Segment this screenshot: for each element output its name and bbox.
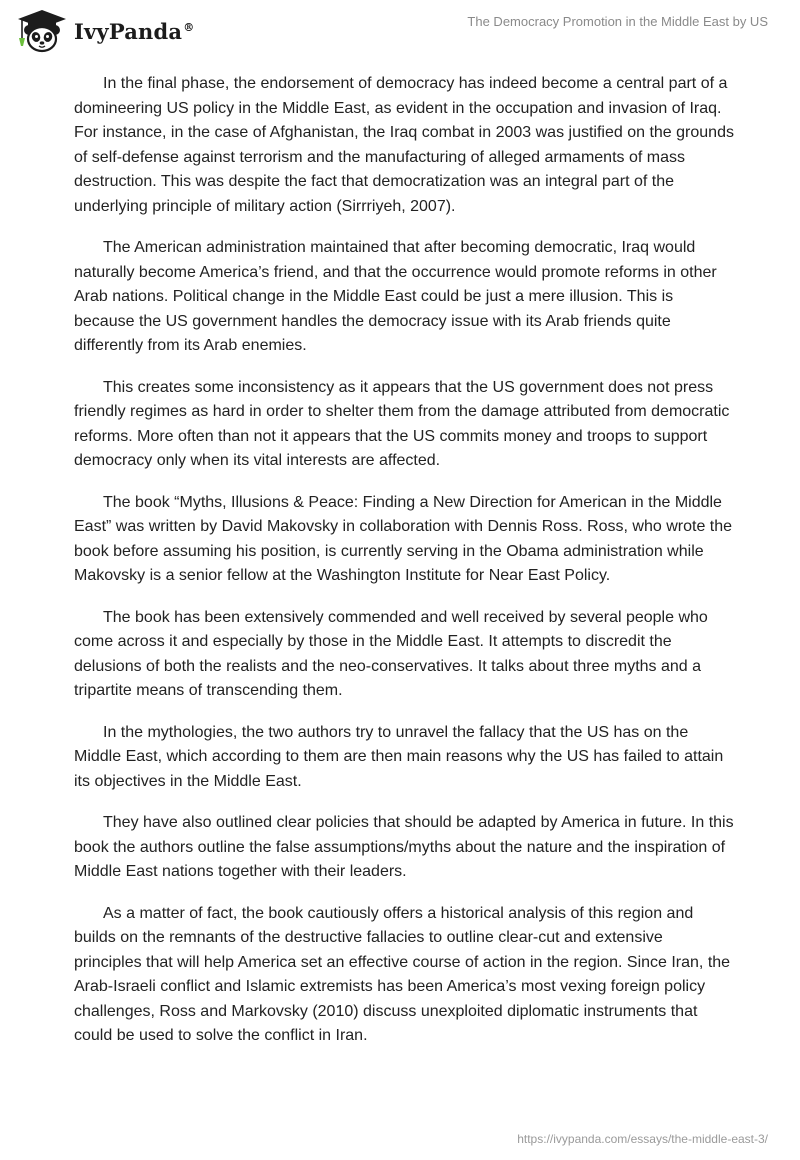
paragraph-7: They have also outlined clear policies that should be adapted by America in future. In this book the authors outline the false assumptions/myths about the nature and the inspiration of Middle East nations together with their leaders. [74, 814, 734, 880]
paragraph-4: The book “Myths, Illusions & Peace: Finding a New Direction for American in the Middle East” was written by David Makovsky in collaboration with Dennis Ross. Ross, who wrote the book before assuming his position, is currently serving in the Obama administration while Makovsky is a senior fellow at the Washington Institute for Near East Policy. [74, 493, 733, 584]
essay-body [74, 72, 734, 1066]
paragraph-3: This creates some inconsistency as it appears that the US government does not press friendly regimes as hard in order to shelter them from the damage attributed from democratic reforms. More often than not it appears that the US commits money and troops to support democracy only when its vital interests are affected. [74, 378, 730, 469]
registered-mark: ® [183, 20, 195, 34]
paragraph-2: The American administration maintained that after becoming democratic, Iraq would naturally become America’s friend, and that the occurrence would promote reforms in other Arab nations. Political change in the Middle East could be just a mere illusion. This is because the US government handles the democracy issue with its Arab friends quite differently from its Arab enemies. [74, 239, 717, 354]
brand-name-text: IvyPanda [74, 18, 183, 44]
page-header [0, 0, 800, 60]
paragraph-5: The book has been extensively commended and well received by several people who come across it and especially by those in the Middle East. It attempts to discredit the delusions of both the realists and the neo-conservatives. It talks about three myths and a tripartite means of transcending them. [74, 608, 708, 699]
paragraph-1: In the final phase, the endorsement of democracy has indeed become a central part of a domineering US policy in the Middle East, as evident in the occupation and invasion of Iraq. For instance, in the case of Afghanistan, the Iraq combat in 2003 was justified on the grounds of self-defense against terrorism and the manufacturing of alleged armaments of mass destruction. This was despite the fact that democratization was an integral part of the underlying principle of military action (Sirrriyeh, 2007). [74, 75, 734, 215]
graduation-panda-icon [14, 8, 70, 54]
paragraph-6: In the mythologies, the two authors try to unravel the fallacy that the US has on the Middle East, which according to them are then main reasons why the US has failed to attain its objectives in the Middle East. [74, 723, 724, 790]
brand-name [74, 19, 194, 44]
document-title: The Democracy Promotion in the Middle East by US [467, 14, 768, 29]
source-url[interactable]: https://ivypanda.com/essays/the-middle-east-3/ [517, 1132, 768, 1146]
ivypanda-logo[interactable] [14, 8, 194, 54]
paragraph-8: As a matter of fact, the book cautiously offers a historical analysis of this region and builds on the remnants of the destructive fallacies to outline clear-cut and extensive principles that will help America set an effective course of action in the region. Since Iran, the Arab-Israeli conflict and Islamic extremists has been America’s most vexing foreign policy challenges, Ross and Markovsky (2010) discuss unexploited diplomatic instruments that could be used to solve the conflict in Iran. [74, 904, 731, 1044]
